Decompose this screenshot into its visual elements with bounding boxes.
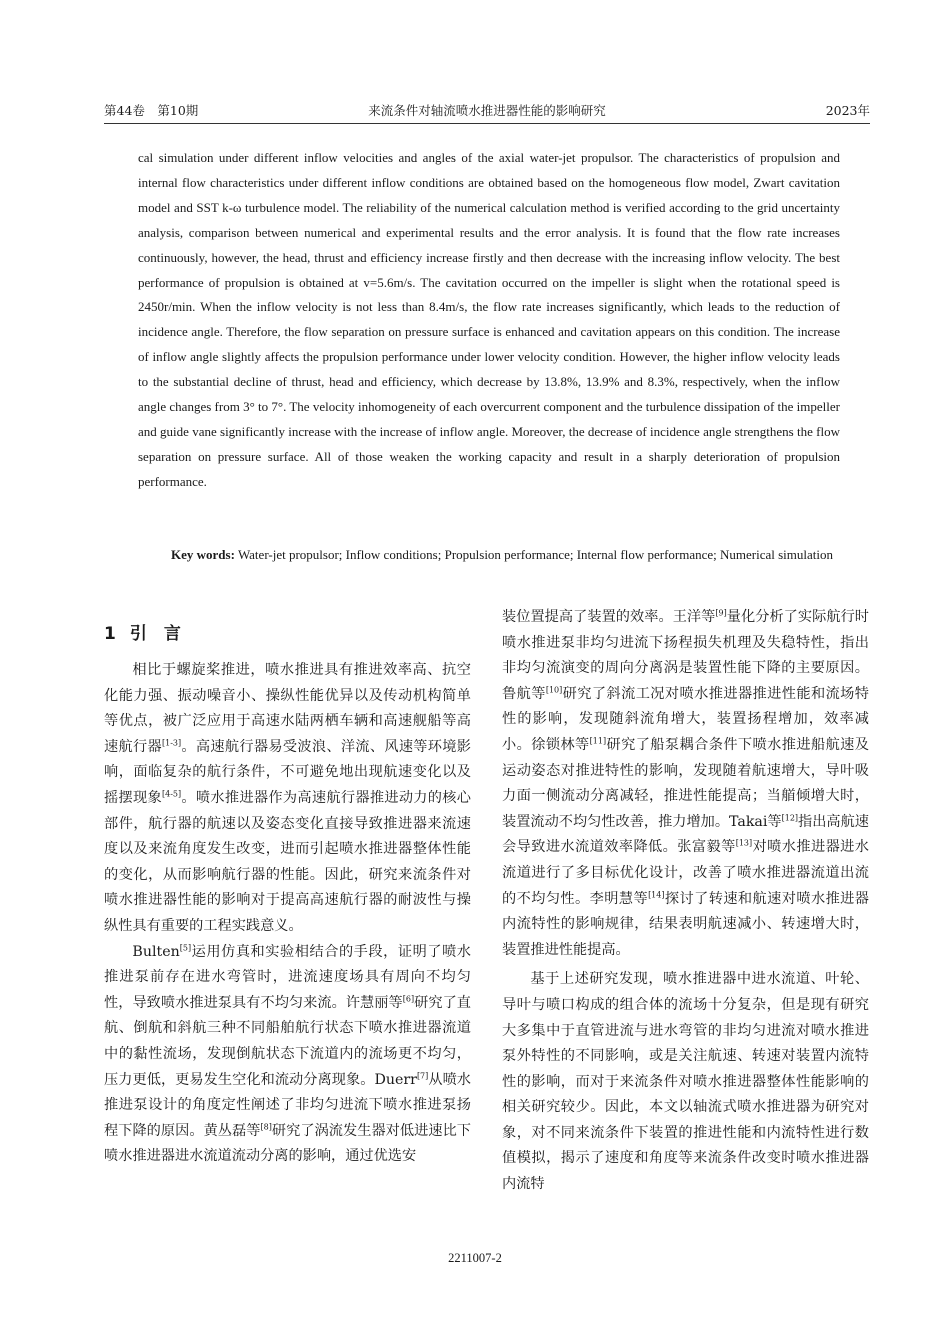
journal-volume-issue: 第44卷 第10期 [104,103,199,118]
text-run: Bulten [132,943,180,960]
intro-paragraph-2 [104,940,471,1170]
keywords-label: Key words: [171,547,235,562]
running-title: 来流条件对轴流喷水推进器性能的影响研究 [368,103,606,118]
text-run: 研究了船泵耦合条件下喷水推进船航速及运动姿态对推进特性的影响，发现随着航速增大，导叶吸力面一侧流动分离减轻，推进性能提高；当艏倾增大时，装置流动不均匀性改善，推力增加。Takai等 [502,736,869,830]
text-run: 从喷水推进泵设计的角度定性阐述了非均匀进流下喷水推进泵扬程下降的原因。黄丛磊等 [104,1071,471,1139]
intro-paragraph-1 [104,658,471,940]
keywords-text: Water-jet propulsor; Inflow conditions; Propulsion performance; Internal flow performance; Numerical simulation [237,547,834,562]
citation[interactable]: [10] [545,685,563,695]
right-column [502,605,869,1198]
page-number: 2211007-2 [448,1251,502,1265]
citation[interactable]: [11] [589,736,607,746]
intro-paragraph-3: 基于上述研究发现，喷水推进器中进水流道、叶轮、导叶与喷口构成的组合体的流场十分复杂，但是现有研究大多集中于直管进流与进水弯管的非均匀进流对喷水推进泵外特性的不同影响，或是关注航速、转速对装置内流特性的影响，而对于来流条件对喷水推进器整体性能影响的相关研究较少。因此，本文以轴流式喷水推进器为研究对象，对不同来流条件下装置的推进性能和内流特性进行数值模拟，揭示了速度和角度等来流条件改变时喷水推进器内流特 [502,971,869,1193]
left-column [104,614,471,1170]
text-run: 研究了斜流工况对喷水推进器推进性能和流场特性的影响，发现随斜流角增大，装置扬程增加，效率减小。徐锁林等 [502,685,869,753]
abstract-text: cal simulation under different inflow velocities and angles of the axial water-jet propulsor. The characteristics of propulsion and internal flow characteristics under different inflow conditions are obtained based on the homogeneous flow model, Zwart cavitation model and SST k-ω turbulence model. The reliability of the numerical calculation method is verified according to the grid uncertainty analysis, comparison between numerical and experimental results and the error analysis. It is found that the flow rate increases continuously, however, the head, thrust and efficiency increase firstly and then decrease with the increasing inflow velocity. The best performance of propulsion is obtained at v=5.6m/s. The cavitation occurred on the impeller is slight when the rotational speed is 2450r/min. When the inflow velocity is not less than 8.4m/s, the flow rate increases significantly, which leads to the reduction of incidence angle. Therefore, the flow separation on pressure surface is enhanced and cavitation appears on this condition. The increase of inflow angle slightly affects the propulsion performance under lower velocity condition. However, the higher inflow velocity leads to the substantial decline of thrust, head and efficiency, which decrease by 13.8%, 13.9% and 8.3%, respectively, when the inflow angle changes from 3° to 7°. The velocity inhomogeneity of each overcurrent component and the turbulence dissipation of the impeller and guide vane significantly increase with the increase of inflow angle. Moreover, the decrease of incidence angle strengthens the flow separation on pressure surface. All of those weaken the working capacity and result in a sharply deterioration of propulsion performance. [138,150,840,489]
citation[interactable]: [12] [781,813,799,823]
citation[interactable]: [5] [179,942,192,952]
text-run: 相比于螺旋桨推进，喷水推进具有推进效率高、抗空化能力强、振动噪音小、操纵性能优异以及传动机构简单等优点，被广泛应用于高速水陆两栖车辆和高速舰船等高速航行器 [104,662,471,755]
citation[interactable]: [13] [735,838,753,848]
citation[interactable]: [6] [402,994,415,1004]
text-run: 装位置提高了装置的效率。王洋等 [502,609,716,625]
text-run: 运用仿真和实验相结合的手段，证明了喷水推进泵前存在进水弯管时，进流速度场具有周向不均匀性，导致喷水推进泵具有不均匀来流。许慧丽等 [104,943,471,1011]
keywords [138,543,840,568]
citation[interactable]: [8] [260,1122,272,1132]
text-run: 指出高航速会导致进水流道效率降低。张富毅等 [502,813,869,856]
citation[interactable]: [4-5] [161,789,182,799]
section-number: 1 [104,624,116,644]
text-run: 量化分析了实际航行时喷水推进泵非均匀进流下扬程损失机理及失稳特性，指出非均匀流演变的周向分离涡是装置性能下降的主要原因。鲁航等 [502,609,869,702]
publication-year: 2023年 [825,103,870,118]
text-run: 。高速航行器易受波浪、洋流、风速等环境影响，面临复杂的航行条件，不可避免地出现航速变化以及摇摆现象 [104,738,471,806]
header-rule [104,123,870,124]
citation[interactable]: [1-3] [161,738,182,748]
intro-paragraph-2-continued [502,605,869,963]
text-run: 对喷水推进器进水流道进行了多目标优化设计，改善了喷水推进器流道出流的不均匀性。李明慧等 [502,839,869,907]
text-run: 探讨了转速和航速对喷水推进器内流特性的影响规律，结果表明航速减小、转速增大时，装置推进性能提高。 [502,890,869,958]
text-run: 研究了涡流发生器对低进速比下喷水推进器进水流道流动分离的影响，通过优选安 [104,1122,471,1165]
running-header [104,98,870,122]
citation[interactable]: [9] [715,608,727,618]
citation[interactable]: [7] [416,1070,429,1080]
section-title: 引 言 [129,624,181,644]
citation[interactable]: [14] [648,889,665,899]
text-run: 研究了直航、倒航和斜航三种不同船舶航行状态下喷水推进器流道中的黏性流场，发现倒航状态下流道内的流场更不均匀，压力更低，更易发生空化和流动分离现象。Duerr [104,994,471,1088]
section-heading [104,614,471,654]
text-run: 。喷水推进器作为高速航行器推进动力的核心部件，航行器的航速以及姿态变化直接导致推进器来流速度以及来流角度发生改变，进而引起喷水推进器整体性能的变化，从而影响航行器的性能。因此，研究来流条件对喷水推进器性能的影响对于提高高速航行器的耐波性与操纵性具有重要的工程实践意义。 [104,789,471,934]
